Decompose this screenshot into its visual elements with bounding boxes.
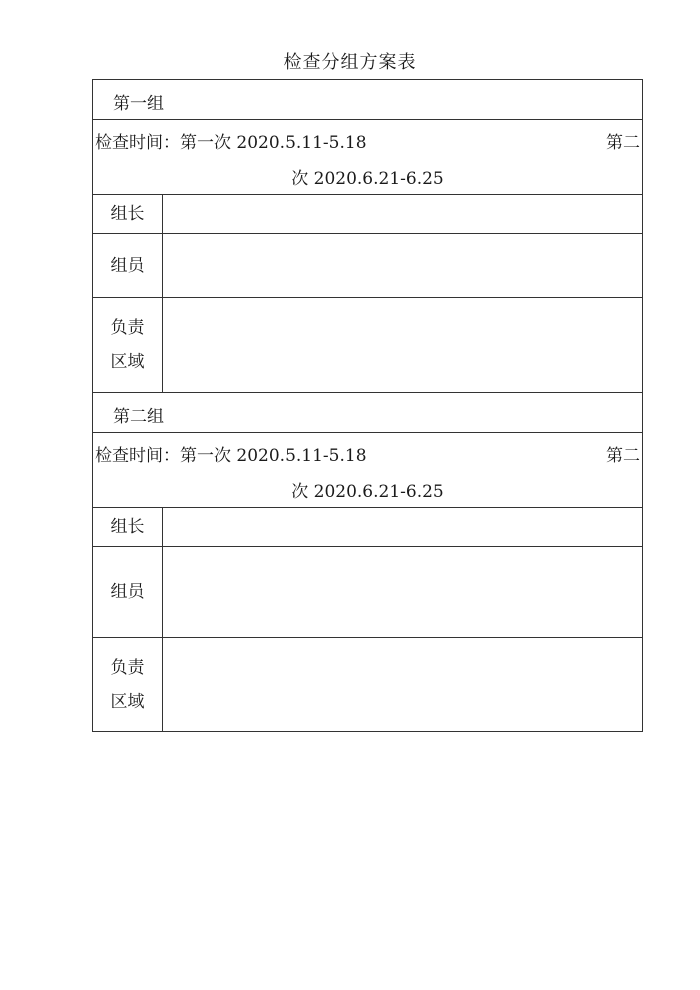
area-label-cell bbox=[93, 298, 163, 392]
leader-row bbox=[93, 195, 642, 234]
inspection-time-second-prefix: 第二 bbox=[606, 446, 640, 466]
inspection-time-second-prefix: 第二 bbox=[606, 133, 640, 153]
leader-value[interactable] bbox=[163, 195, 642, 233]
inspection-time-row bbox=[93, 433, 642, 508]
inspection-time-second: 次 2020.6.21-6.25 bbox=[291, 169, 444, 189]
members-label: 组员 bbox=[93, 234, 163, 297]
group-name: 第二组 bbox=[113, 407, 164, 427]
members-value[interactable] bbox=[163, 234, 642, 297]
group-header bbox=[93, 80, 642, 120]
group-header bbox=[93, 393, 642, 433]
leader-label: 组长 bbox=[93, 508, 163, 546]
area-label: 负责区域 bbox=[110, 657, 145, 712]
inspection-time-row bbox=[93, 120, 642, 195]
leader-label: 组长 bbox=[93, 195, 163, 233]
inspection-time-first: 检查时间：第一次 2020.5.11-5.18 bbox=[95, 446, 367, 466]
area-value[interactable] bbox=[163, 298, 642, 392]
group-plan-table bbox=[92, 79, 643, 732]
area-label-cell bbox=[93, 638, 163, 731]
inspection-time-first: 检查时间：第一次 2020.5.11-5.18 bbox=[95, 133, 367, 153]
group-name: 第一组 bbox=[113, 94, 164, 114]
area-value[interactable] bbox=[163, 638, 642, 731]
leader-row bbox=[93, 508, 642, 547]
members-label: 组员 bbox=[93, 547, 163, 637]
leader-value[interactable] bbox=[163, 508, 642, 546]
area-row bbox=[93, 638, 642, 732]
members-value[interactable] bbox=[163, 547, 642, 637]
members-row bbox=[93, 547, 642, 638]
area-label: 负责区域 bbox=[110, 318, 145, 372]
area-row bbox=[93, 298, 642, 393]
page-title: 检查分组方案表 bbox=[283, 52, 417, 73]
members-row bbox=[93, 234, 642, 298]
inspection-time-second: 次 2020.6.21-6.25 bbox=[291, 482, 444, 502]
